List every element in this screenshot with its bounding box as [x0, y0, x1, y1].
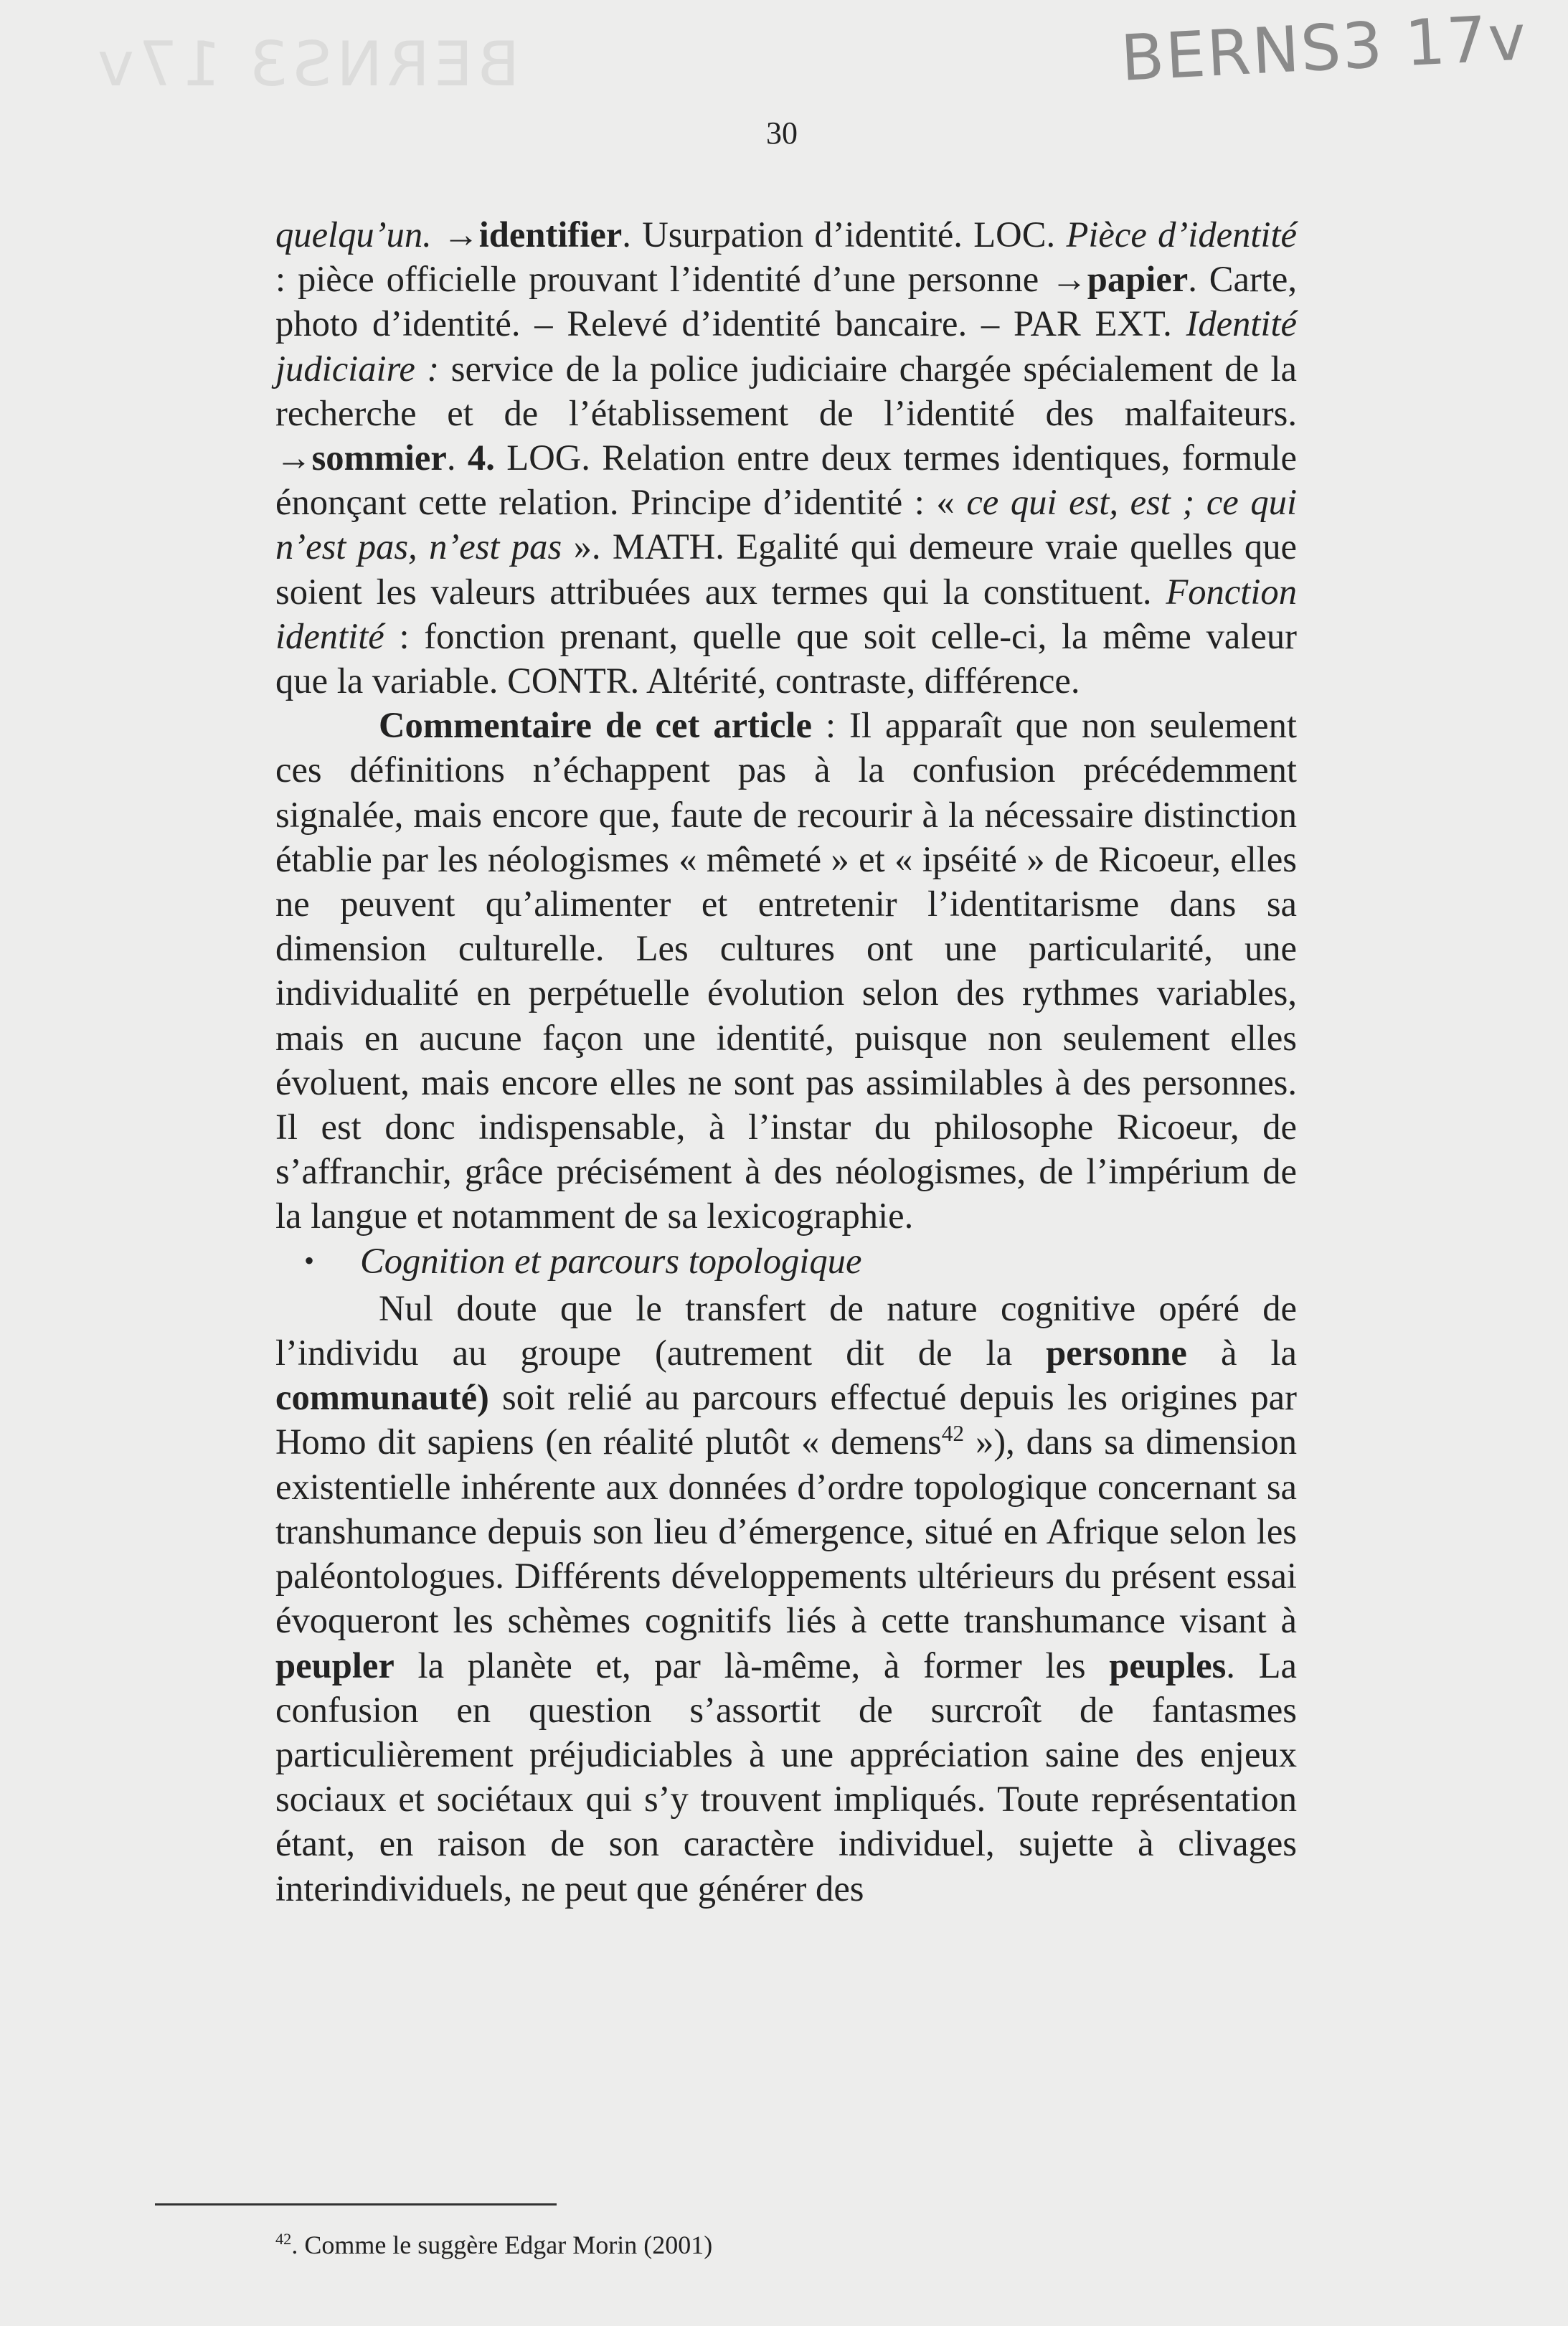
quoted-principle: ce qui est, est ; ce qui n’est pas, n’est pas	[275, 482, 1297, 567]
footnote-divider	[155, 2203, 557, 2206]
archive-stamp: BERNS3 17v	[1119, 0, 1529, 95]
locution: Identité judiciaire :	[275, 303, 1297, 389]
show-through-stamp: BERNS3 17v	[93, 29, 520, 100]
footnote-reference: 42	[941, 1421, 965, 1447]
locution: Pièce d’identité	[1066, 214, 1297, 255]
footnote-text: . Comme le suggère Edgar Morin (2001)	[291, 2231, 713, 2259]
commentary-paragraph: Commentaire de cet article : Il apparaît que non seulement ces définitions n’échappent pas à la confusion précédemment signalée, mais encore que, faute de recourir à la nécessaire distinction établie par les néologismes « mêmeté » et « ipséité » de Ricoeur, elles ne peuvent qu’alimenter et entretenir l’identitarisme dans sa dimension culturelle. Les cultures ont une particularité, une individualité en perpétuelle évolution selon des rythmes variables, mais en aucune façon une identité, puisque non seulement elles évoluent, mais encore elles ne sont pas assimilables à des personnes. Il est donc indispensable, à l’instar du philosophe Ricoeur, de s’affranchir, grâce précisément à des néologismes, de l’impérium de la langue et notamment de sa lexicographie.	[275, 705, 1297, 1237]
footnote	[275, 2229, 712, 2261]
footnote-number: 42	[275, 2230, 292, 2248]
locution: Fonction identité	[275, 571, 1297, 656]
sense-number: 4.	[467, 438, 495, 478]
section-title: Cognition et parcours topologique	[360, 1240, 862, 1281]
body-paragraph: Nul doute que le transfert de nature cognitive opéré de l’individu au groupe (autrement dit de la personne à la communauté) soit relié au parcours effectué depuis les origines par Homo dit sapiens (en réalité plutôt « demens$^{42}$ »), dans sa dimension existentielle inhérente aux données d’ordre topologique concernant sa transhumance depuis son lieu d’émergence, situé en Afrique selon les paléontologues. Différents développements ultérieurs du présent essai évoqueront les schèmes cognitifs liés à cette transhumance visant à peupler la planète et, par là-même, à former les peuples. La confusion en question s’assortit de surcroît de fantasmes particulièrement préjudiciables à une appréciation saine des enjeux sociaux et sociétaux qui s’y trouvent impliqués. Toute représentation étant, en raison de son caractère individuel, sujette à clivages interindividuels, ne peut que générer des	[275, 1287, 1297, 1909]
cross-reference: papier	[1087, 259, 1189, 300]
commentary-label: Commentaire de cet article	[379, 705, 812, 746]
dictionary-entry-paragraph: quelqu’un. →identifier. Usurpation d’identité. LOC. Pièce d’identité : pièce officielle prouvant l’identité d’une personne →papier. Carte, photo d’identité. – Relevé d’identité bancaire. – PAR EXT. Identité judiciaire : service de la police judiciaire chargée spécialement de la recherche et de l’établissement de l’identité des malfaiteurs. →sommier. 4. LOG. Relation entre deux termes identiques, formule énonçant cette relation. Principe d’identité : « ce qui est, est ; ce qui n’est pas, n’est pas ». MATH. Egalité qui demeure vraie quelles que soient les valeurs attribuées aux termes qui la constituent. Fonction identité : fonction prenant, quelle que soit celle-ci, la même valeur que la variable. CONTR. Altérité, contraste, différence.	[275, 214, 1297, 701]
section-heading	[275, 1239, 1297, 1286]
bullet-icon: •	[304, 1244, 315, 1277]
cross-reference: sommier	[311, 438, 447, 478]
cross-reference: identifier	[478, 214, 623, 255]
main-text	[275, 212, 1297, 1911]
page-number: 30	[766, 115, 798, 151]
